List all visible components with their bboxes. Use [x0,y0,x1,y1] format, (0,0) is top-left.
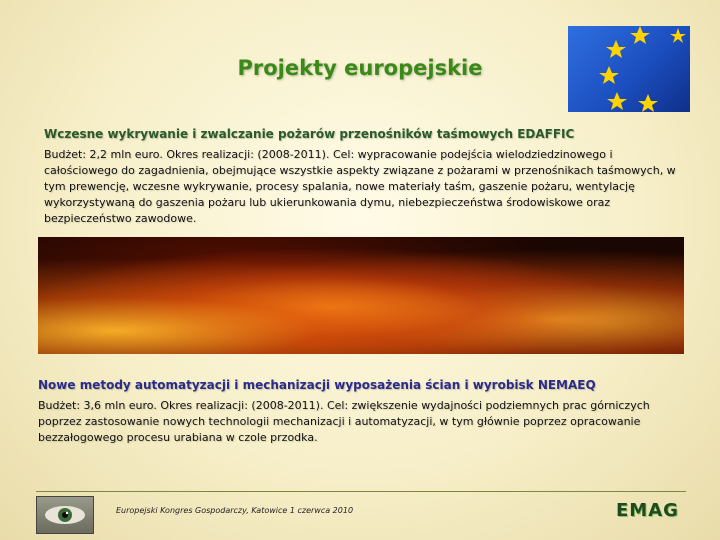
project1-description: Budżet: 2,2 mln euro. Okres realizacji: (2008-2011). Cel: wypracowanie podejścia wielodziedzinowego i całościowego do zagadnienia, obejmujące wszystkie aspekty związane z pożarami w przenośnikach taśmowych, w tym prewencję, wczesne wykrywanie, procesy spalania, nowe materiały taśm, gaszenie pożaru, wentylację wykorzystywaną do gaszenia pożaru lub ukierunkowania dymu, niebezpieczeństwa środowiskowe oraz bezpieczeństwo zawodowe. [44,148,676,225]
page-title: Projekty europejskie [237,56,483,80]
project1-heading: Wczesne wykrywanie i zwalczanie pożarów przenośników taśmowych EDAFFIC [44,127,575,141]
project2-heading: Nowe metody automatyzacji i mechanizacji wyposażenia ścian i wyrobisk NEMAEQ [38,378,596,392]
project2-description: Budżet: 3,6 mln euro. Okres realizacji: (2008-2011). Cel: zwiększenie wydajności podziemnych prac górniczych poprzez zastosowanie nowych technologii mechanizacji i automatyzacji, w tym głównie poprzez opracowanie bezzałogowego procesu urabiana w czole przodka. [38,399,650,444]
eu-flag-image [568,26,690,112]
fire-photo [38,237,684,354]
eye-logo-image [36,496,94,534]
footer-divider [36,491,686,492]
emag-logo: EMAG [616,500,679,521]
footer-text: Europejski Kongres Gospodarczy, Katowice 1 czerwca 2010 [116,506,354,515]
